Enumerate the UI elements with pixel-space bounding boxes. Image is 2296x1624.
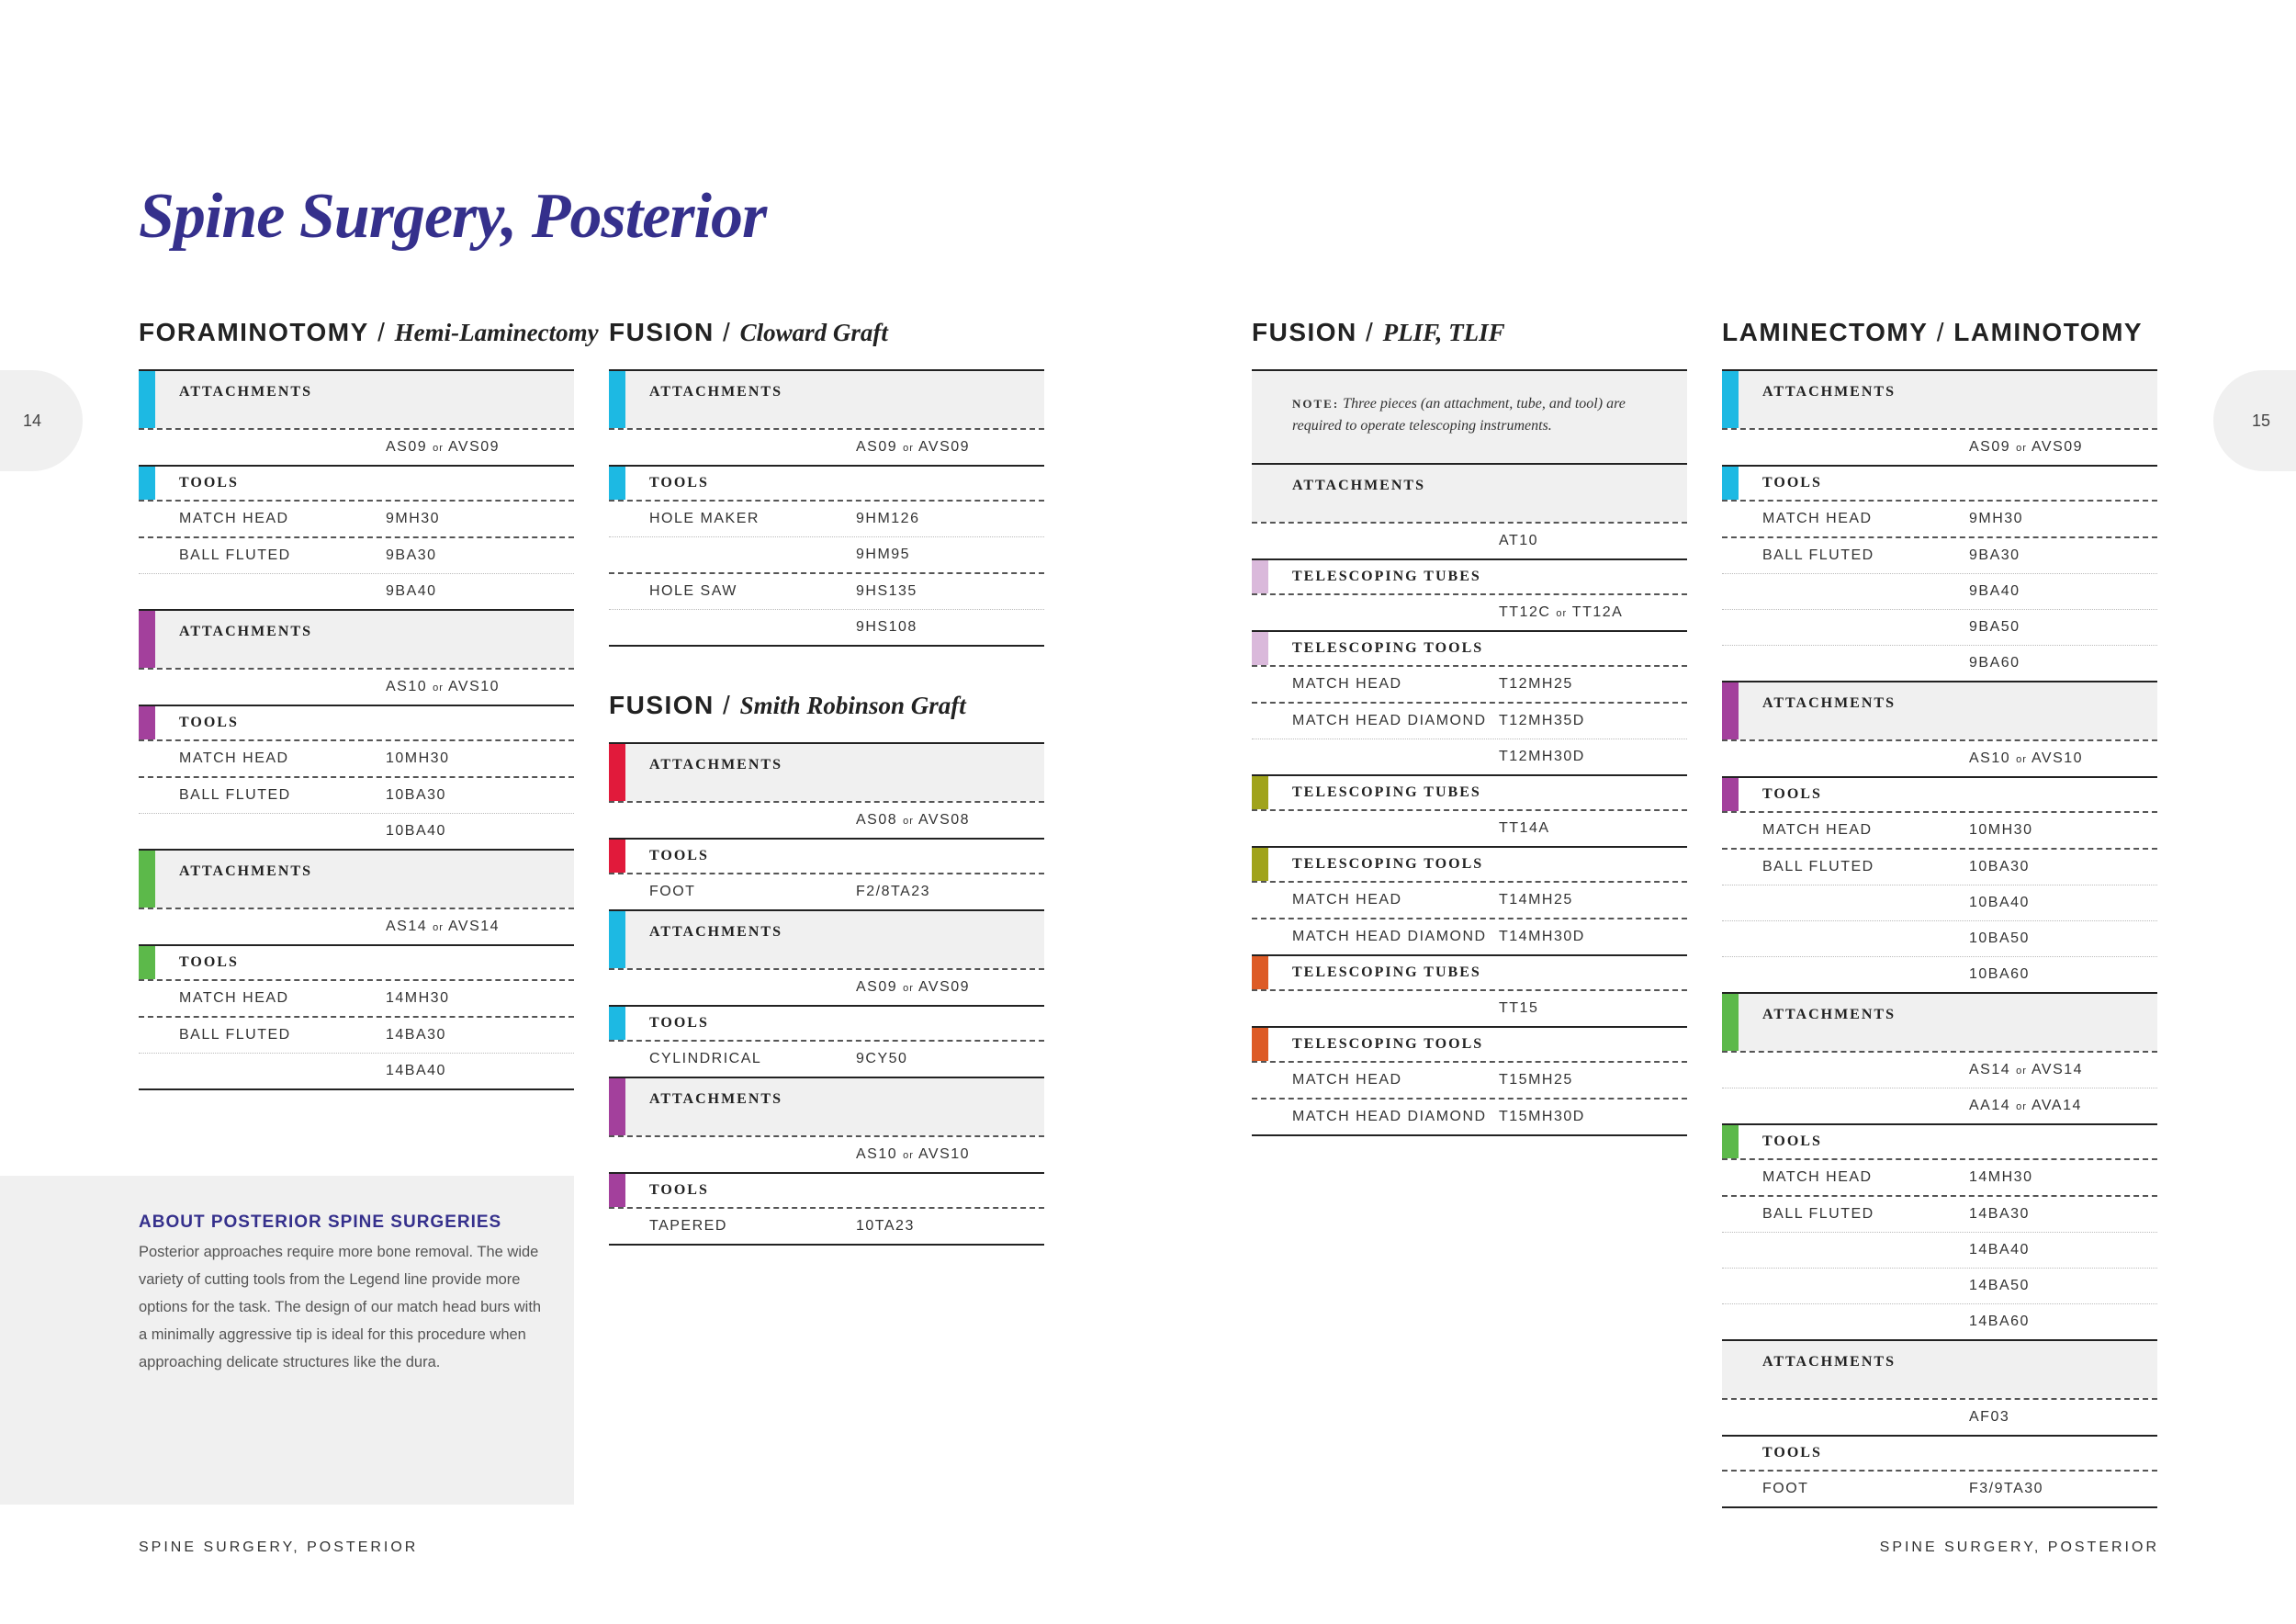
tool-row: FOOT F3/9TA30	[1722, 1470, 2157, 1506]
tube-row: TT15	[1252, 989, 1687, 1026]
color-swatch	[609, 1078, 625, 1135]
tool-row: 9HM95	[609, 536, 1044, 572]
tool-row: BALL FLUTED 9BA30	[1722, 536, 2157, 573]
product-table	[609, 369, 1044, 647]
tool-row: MATCH HEAD DIAMOND T14MH30D	[1252, 918, 1687, 954]
tool-row: MATCH HEAD T12MH25	[1252, 665, 1687, 702]
color-swatch	[1722, 682, 1739, 739]
color-swatch	[609, 911, 625, 968]
attachment-row: AT10	[1252, 522, 1687, 558]
attachment-row: AS08 or AVS08	[609, 801, 1044, 838]
about-body: Posterior approaches require more bone removal. The wide variety of cutting tools from the Legend line provide more options for the task. The design of our match head burs with a minimally aggressive tip is ideal for this procedure when approaching delicate structures like the dura.	[139, 1244, 542, 1370]
attachment-row: AF03	[1722, 1398, 2157, 1435]
tool-row: MATCH HEAD 14MH30	[139, 979, 574, 1016]
color-swatch	[139, 371, 155, 428]
product-table	[139, 369, 574, 1090]
color-swatch	[139, 706, 155, 739]
tool-row: BALL FLUTED 14BA30	[139, 1016, 574, 1053]
tool-row: MATCH HEAD T15MH25	[1252, 1061, 1687, 1098]
tools-header: TOOLS	[1722, 1123, 2157, 1158]
tool-row: 9HS108	[609, 609, 1044, 645]
tool-row: BALL FLUTED 14BA30	[1722, 1195, 2157, 1232]
tool-row: MATCH HEAD 10MH30	[139, 739, 574, 776]
tool-row: 14BA40	[139, 1053, 574, 1088]
tool-row: 9BA60	[1722, 645, 2157, 681]
tube-row: TT14A	[1252, 809, 1687, 846]
color-swatch	[1252, 632, 1268, 665]
color-swatch	[609, 1174, 625, 1207]
color-swatch	[609, 1007, 625, 1040]
color-swatch	[1722, 1437, 1739, 1470]
color-swatch	[609, 371, 625, 428]
color-swatch	[1252, 560, 1268, 593]
attachments-header: ATTACHMENTS	[609, 909, 1044, 968]
tool-row: MATCH HEAD DIAMOND T12MH35D	[1252, 702, 1687, 739]
product-table	[609, 742, 1044, 1246]
tools-header: TOOLS	[1722, 1435, 2157, 1470]
telescoping-tools-header: TELESCOPING TOOLS	[1252, 846, 1687, 881]
section-heading: FUSION / PLIF, TLIF	[1252, 318, 1505, 346]
tool-row: BALL FLUTED 10BA30	[139, 776, 574, 813]
attachments-header: ATTACHMENTS	[1722, 681, 2157, 739]
color-swatch	[1252, 1028, 1268, 1061]
color-swatch	[1722, 1125, 1739, 1158]
section-heading: FUSION / Cloward Graft	[609, 318, 888, 346]
attachments-header: ATTACHMENTS	[609, 1077, 1044, 1135]
page-number-left: 14	[0, 370, 83, 471]
tools-header: TOOLS	[609, 838, 1044, 873]
color-swatch	[1722, 994, 1739, 1051]
tools-header: TOOLS	[139, 944, 574, 979]
tool-row: BALL FLUTED 9BA30	[139, 536, 574, 573]
note: NOTE: Three pieces (an attachment, tube, and tool) are required to operate telescoping instruments.	[1252, 371, 1687, 463]
about-box	[0, 1176, 574, 1505]
product-table	[1252, 369, 1687, 1136]
tools-header: TOOLS	[139, 465, 574, 500]
color-swatch	[609, 840, 625, 873]
attachment-row: AS10 or AVS10	[609, 1135, 1044, 1172]
attachment-row: AS09 or AVS09	[609, 428, 1044, 465]
tools-header: TOOLS	[609, 1005, 1044, 1040]
page-title: Spine Surgery, Posterior	[139, 181, 767, 252]
tool-row: MATCH HEAD 10MH30	[1722, 811, 2157, 848]
tools-header: TOOLS	[1722, 776, 2157, 811]
fusion-plif-tlif-section	[1252, 318, 1687, 1136]
telescoping-tools-header: TELESCOPING TOOLS	[1252, 630, 1687, 665]
attachment-row: AS09 or AVS09	[139, 428, 574, 465]
color-swatch	[1722, 1341, 1739, 1398]
fusion-smith-robinson-section	[609, 691, 1044, 1246]
tool-row: FOOT F2/8TA23	[609, 873, 1044, 909]
section-heading: FUSION / Smith Robinson Graft	[609, 691, 966, 719]
attachments-header: ATTACHMENTS	[1722, 371, 2157, 428]
tools-header: TOOLS	[139, 705, 574, 739]
attachment-row: AA14 or AVA14	[1722, 1088, 2157, 1123]
tools-header: TOOLS	[1722, 465, 2157, 500]
tool-row: 10BA40	[1722, 885, 2157, 920]
color-swatch	[139, 611, 155, 668]
attachment-row: AS14 or AVS14	[139, 908, 574, 944]
color-swatch	[139, 851, 155, 908]
telescoping-tools-header: TELESCOPING TOOLS	[1252, 1026, 1687, 1061]
section-heading: FORAMINOTOMY / Hemi-Laminectomy	[139, 318, 599, 346]
attachments-header: ATTACHMENTS	[139, 609, 574, 668]
tool-row: HOLE MAKER 9HM126	[609, 500, 1044, 536]
laminectomy-section	[1722, 318, 2157, 1508]
tool-row: 14BA40	[1722, 1232, 2157, 1268]
section-heading: LAMINECTOMY / LAMINOTOMY	[1722, 318, 2144, 346]
tools-header: TOOLS	[609, 465, 1044, 500]
attachment-row: AS09 or AVS09	[609, 968, 1044, 1005]
tool-row: HOLE SAW 9HS135	[609, 572, 1044, 609]
attachments-header: ATTACHMENTS	[1252, 463, 1687, 522]
color-swatch	[609, 467, 625, 500]
fusion-cloward-section	[609, 318, 1044, 647]
footer-right: SPINE SURGERY, POSTERIOR	[1879, 1539, 2159, 1555]
telescoping-tubes-header: TELESCOPING TUBES	[1252, 558, 1687, 593]
tools-header: TOOLS	[609, 1172, 1044, 1207]
tube-row: TT12C or TT12A	[1252, 593, 1687, 630]
color-swatch	[609, 744, 625, 801]
product-table	[1722, 369, 2157, 1508]
color-swatch	[1722, 778, 1739, 811]
tool-row: TAPERED 10TA23	[609, 1207, 1044, 1244]
attachments-header: ATTACHMENTS	[1722, 1339, 2157, 1398]
tool-row: T12MH30D	[1252, 739, 1687, 774]
tool-row: 9BA40	[139, 573, 574, 609]
tool-row: 10BA50	[1722, 920, 2157, 956]
attachment-row: AS10 or AVS10	[139, 668, 574, 705]
tool-row: 14BA50	[1722, 1268, 2157, 1303]
tool-row: BALL FLUTED 10BA30	[1722, 848, 2157, 885]
color-swatch	[1252, 776, 1268, 809]
attachments-header: ATTACHMENTS	[1722, 992, 2157, 1051]
tool-row: CYLINDRICAL 9CY50	[609, 1040, 1044, 1077]
tool-row: 10BA40	[139, 813, 574, 849]
attachment-row: AS10 or AVS10	[1722, 739, 2157, 776]
tool-row: MATCH HEAD DIAMOND T15MH30D	[1252, 1098, 1687, 1134]
color-swatch	[1722, 467, 1739, 500]
page-number-right: 15	[2213, 370, 2296, 471]
footer-left: SPINE SURGERY, POSTERIOR	[139, 1539, 419, 1555]
color-swatch	[1252, 956, 1268, 989]
tool-row: MATCH HEAD T14MH25	[1252, 881, 1687, 918]
about-heading: ABOUT POSTERIOR SPINE SURGERIES	[139, 1212, 502, 1232]
color-swatch	[1722, 371, 1739, 428]
tool-row: 10BA60	[1722, 956, 2157, 992]
tool-row: MATCH HEAD 14MH30	[1722, 1158, 2157, 1195]
tool-row: 9BA50	[1722, 609, 2157, 645]
attachments-header: ATTACHMENTS	[609, 744, 1044, 801]
telescoping-tubes-header: TELESCOPING TUBES	[1252, 954, 1687, 989]
color-swatch	[139, 946, 155, 979]
telescoping-tubes-header: TELESCOPING TUBES	[1252, 774, 1687, 809]
attachments-header: ATTACHMENTS	[609, 371, 1044, 428]
attachment-row: AS14 or AVS14	[1722, 1051, 2157, 1088]
tool-row: 14BA60	[1722, 1303, 2157, 1339]
color-swatch	[1252, 848, 1268, 881]
tool-row: MATCH HEAD 9MH30	[139, 500, 574, 536]
attachments-header: ATTACHMENTS	[139, 849, 574, 908]
tool-row: MATCH HEAD 9MH30	[1722, 500, 2157, 536]
attachments-header: ATTACHMENTS	[139, 371, 574, 428]
color-swatch	[1252, 465, 1268, 522]
color-swatch	[139, 467, 155, 500]
tool-row: 9BA40	[1722, 573, 2157, 609]
attachment-row: AS09 or AVS09	[1722, 428, 2157, 465]
foraminotomy-section	[139, 318, 599, 1090]
